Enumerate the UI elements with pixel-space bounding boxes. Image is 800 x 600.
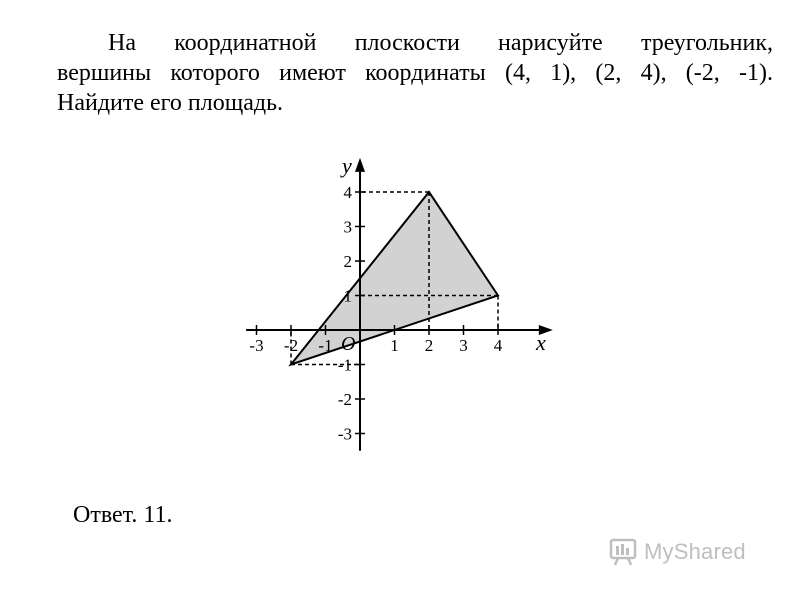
x-tick-label: 2	[424, 336, 434, 355]
answer-text: Ответ. 11.	[73, 502, 173, 528]
x-tick-label: 1	[390, 336, 399, 355]
problem-line-1: На координатной плоскости нарисуйте треугольник,	[108, 30, 773, 56]
watermark-text: MyShared	[644, 539, 746, 564]
origin-label: O	[341, 333, 356, 355]
y-tick-label: -1	[337, 355, 352, 375]
problem-line-2: вершины которого имеют координаты (4, 1), (2, 4), (-2, -1).	[57, 60, 773, 86]
presentation-board-icon	[608, 537, 638, 567]
x-tick-label: 3	[459, 336, 468, 355]
x-tick-label: -3	[249, 336, 264, 355]
x-tick-label: 4	[493, 336, 503, 355]
y-axis-label: y	[342, 153, 352, 179]
y-tick-label: 1	[343, 286, 352, 306]
y-tick-label: 2	[343, 252, 352, 271]
x-axis-label: x	[535, 330, 546, 355]
y-tick-label: 3	[343, 217, 352, 237]
watermark	[608, 537, 746, 567]
x-tick-label: -1	[318, 336, 333, 355]
x-tick-label: -2	[283, 336, 299, 355]
y-axis-arrow-icon	[355, 158, 365, 172]
y-tick-label: -3	[337, 424, 352, 444]
y-tick-label: 4	[343, 183, 352, 202]
problem-line-3: Найдите его площадь.	[57, 90, 284, 116]
y-tick-label: -2	[337, 390, 352, 409]
